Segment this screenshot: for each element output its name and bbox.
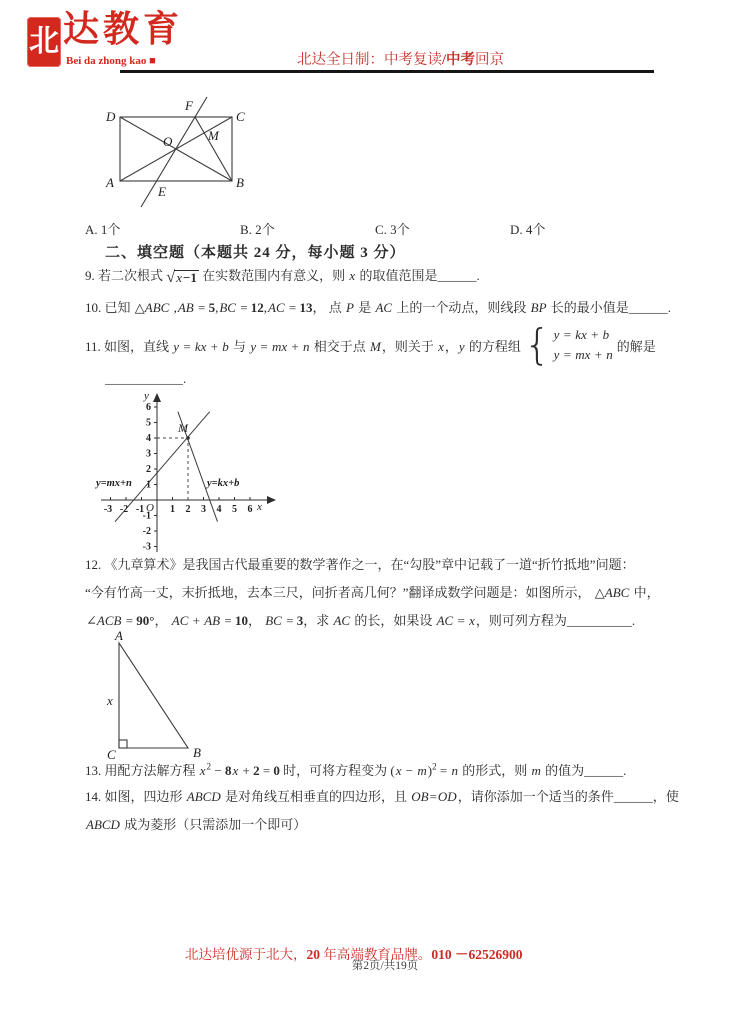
option-d: D. 4个 — [510, 222, 546, 237]
brand-subtitle: Bei da zhong kao ■ — [66, 55, 156, 67]
seal-character: 北 — [29, 25, 59, 58]
equation-2: y = mx + n — [553, 347, 613, 362]
y-tick-3: 3 — [146, 448, 151, 460]
question-10: 10. 已知 △ABC ,AB = 5,BC = 12,AC = 13， 点 P 是 AC 上的一个动点，则线段 BP 长的最小值是______. — [85, 300, 672, 315]
y-tick-4: 4 — [146, 433, 151, 444]
triangle-ACB — [119, 643, 188, 748]
section-title-fill-in-blanks: 二、填空题（本题共 24 分，每小题 3 分） — [105, 245, 406, 261]
label-side-x: x — [107, 693, 113, 708]
intersection-point-M — [186, 436, 190, 440]
y-tick--2: -2 — [142, 526, 151, 537]
label-origin: O — [146, 502, 154, 514]
equation-system — [523, 320, 614, 370]
label-A: A — [115, 628, 123, 643]
x-tick-3: 3 — [201, 504, 206, 515]
label-y-axis: y — [144, 390, 149, 402]
label-O: O — [163, 134, 173, 149]
y-tick--1: -1 — [142, 510, 151, 522]
question-9: 9. 若二次根式 √ x−1 在实数范围内有意义，则 x 的取值范围是______. — [85, 268, 480, 286]
question-11-answer-blank: ____________. — [105, 371, 187, 386]
x-tick--2: -2 — [119, 504, 129, 515]
x-tick--1: -1 — [135, 504, 145, 515]
y-tick-2: 2 — [146, 464, 151, 475]
header-slogan — [297, 48, 504, 69]
slogan-pre: 北达全日制：中考复读 — [297, 52, 442, 68]
label-M: M — [208, 128, 219, 143]
option-b: B. 2个 — [240, 222, 275, 237]
system-brace: { — [523, 320, 551, 370]
label-A: A — [106, 175, 114, 190]
label-B: B — [193, 745, 201, 760]
x-tick-5: 5 — [232, 504, 237, 515]
slogan-post: 回京 — [475, 52, 505, 68]
label-line-kx-b: y=kx+b — [207, 478, 240, 489]
coordinate-graph-figure — [95, 386, 280, 556]
right-angle-mark — [119, 740, 127, 748]
x-tick-6: 6 — [247, 504, 253, 515]
x-tick--3: -3 — [103, 504, 113, 515]
question-14: 14. 如图，四边形 ABCD 是对角线互相垂直的四边形，且 OB=OD，请你添加一个适当的条件______，使 ABCD 成为菱形（只需添加一个即可） — [85, 789, 679, 832]
page-number: 第2页/共19页 — [351, 960, 419, 972]
brand-seal-logo — [27, 17, 61, 67]
x-tick-4: 4 — [216, 504, 222, 515]
y-tick-5: 5 — [146, 417, 151, 429]
y-tick-6: 6 — [146, 402, 151, 413]
label-E: E — [158, 184, 166, 199]
label-D: D — [106, 109, 116, 124]
question-13: 13. 用配方法解方程 $x^2 - 8x + 2 = 0$ 时，可将方程变为 $(x - m)^2 = n$ 的形式，则 m 的值为______. — [85, 761, 627, 778]
question-11-tail: 的解是 — [616, 338, 656, 354]
header-divider-line — [120, 70, 654, 73]
label-line-mx-n: y=mx+n — [96, 478, 132, 489]
option-a: A. 1个 — [85, 222, 121, 237]
label-x-axis: x — [257, 501, 262, 513]
line-y-mx-n — [115, 412, 210, 522]
brand-name: 达教育 — [63, 9, 184, 49]
right-triangle-figure — [95, 630, 215, 764]
label-C: C — [107, 747, 116, 762]
footer-brand-line: 北达培优源于北大，20 年高端教育品牌。010 －62526900 — [185, 947, 523, 962]
option-c: C. 3个 — [375, 222, 410, 237]
y-tick--3: -3 — [142, 541, 151, 553]
x-tick-1: 1 — [170, 504, 175, 515]
answer-options-row — [85, 219, 685, 237]
y-axis-arrow — [153, 393, 161, 402]
x-axis-arrow — [267, 496, 276, 504]
rectangle-geometry-figure — [100, 93, 250, 215]
label-C: C — [236, 109, 245, 124]
label-F: F — [185, 98, 193, 113]
x-tick-2: 2 — [185, 504, 191, 515]
segment-FB — [195, 117, 232, 181]
question-11-text: 11. 如图，直线 y = kx + b 与 y = mx + n 相交于点 M，则关于 x，y 的方程组 — [85, 338, 521, 354]
label-point-M: M — [178, 421, 188, 435]
question-12: 12. 《九章算术》是我国古代最重要的数学著作之一，在“勾股”章中记载了一道“折竹抵地”问题： “今有竹高一丈，末折抵地，去本三尺，问折者高几何？”翻译成数学问题是：如图所示， △ABC 中， ∠ACB = 90°， AC + AB = 10， BC = 3，求 AC 的长，如果设 AC = x，则可列方程为__________. — [85, 557, 660, 628]
line-EF-extended — [141, 97, 207, 207]
slogan-bold: /中考 — [442, 52, 476, 68]
y-tick-1: 1 — [146, 479, 151, 491]
question-11 — [85, 320, 656, 370]
equation-1: y = kx + b — [553, 327, 610, 342]
label-B: B — [236, 175, 244, 190]
